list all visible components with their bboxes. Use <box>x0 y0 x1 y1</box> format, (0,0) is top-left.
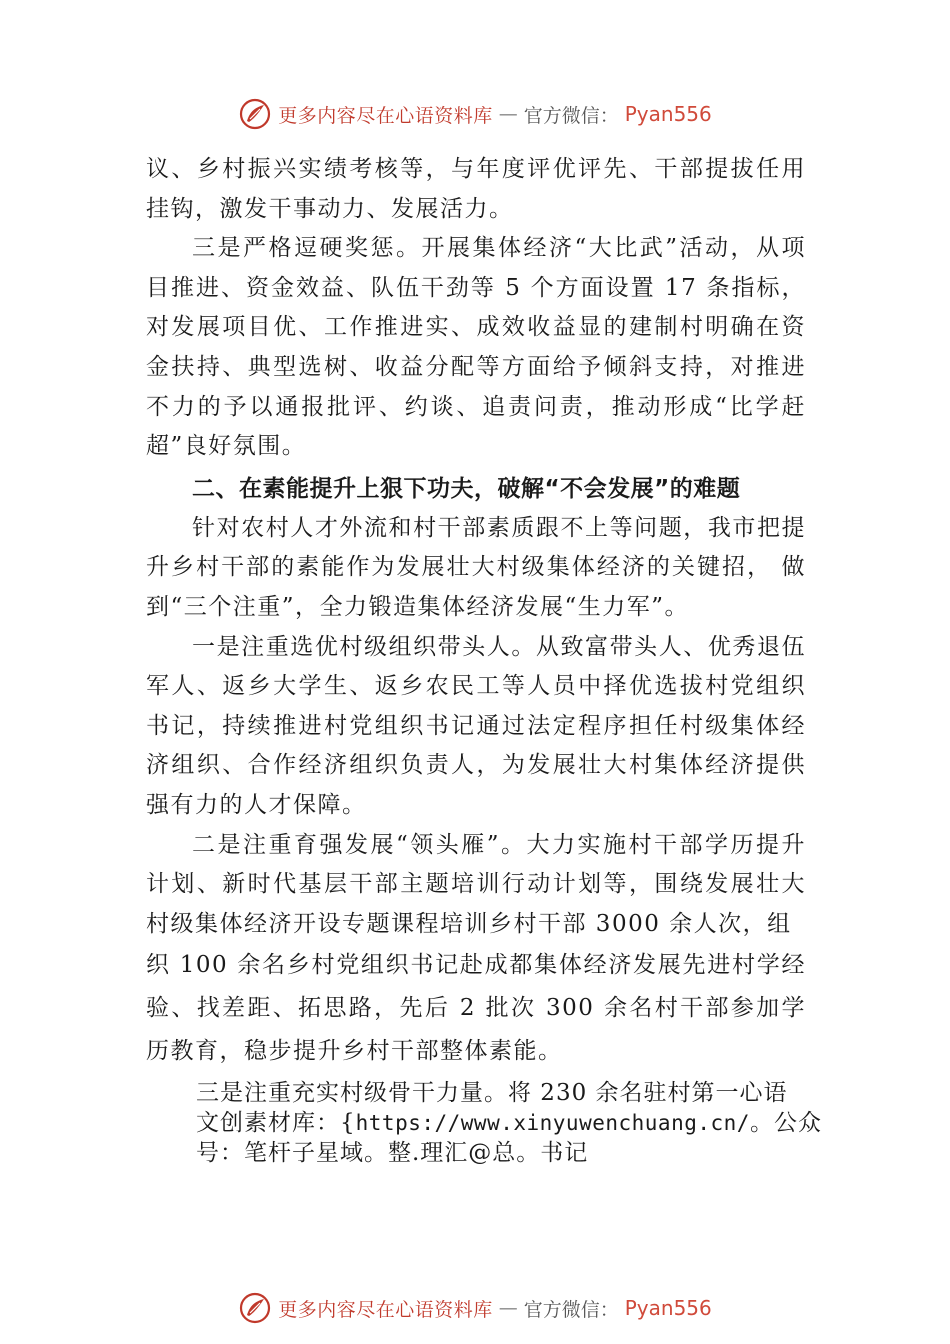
banner-brand-text: 更多内容尽在心语资料库 <box>278 104 493 127</box>
footer-watermark-banner <box>0 1288 950 1328</box>
tail-line-3: 号：笔杆子星域。整.理汇@总。书记 <box>196 1140 589 1166</box>
tail-line-2-prefix: 文创素材库：{ <box>196 1110 356 1136</box>
watermark-url: https://www.xinyuwenchuang.cn/ <box>355 1111 750 1135</box>
banner-dash: — <box>498 1297 518 1319</box>
banner-dash: — <box>498 103 518 125</box>
paragraph-intro-section-2: 针对农村人才外流和村干部素质跟不上等问题，我市把提升乡村干部的素能作为发展壮大村级集体经济的关键招， 做到“三个注重”，全力锻造集体经济发展“生力军”。 <box>146 514 806 620</box>
paragraph-strict-rewards: 三是严格逗硬奖惩。开展集体经济“大比武”活动，从项目推进、资金效益、队伍干劲等 5 个方面设置 17 条指标，对发展项目优、工作推进实、成效收益显的建制村明确在资金扶持、典型选树、收益分配等方面给予倾斜支持，对推进不力的予以通报批评、约谈、追责问责，推动形成“比学赶超”良好氛围。 <box>146 235 806 460</box>
banner-brand-text: 更多内容尽在心语资料库 <box>278 1298 493 1321</box>
banner-wechat-label: 官方微信： <box>523 104 619 127</box>
paragraph-train-leaders-a: 二是注重育强发展“领头雁”。大力实施村干部学历提升计划、新时代基层干部主题培训行动计划等，围绕发展壮大村级集体经济开设专题课程培训乡村干部 3000 余人次，组 <box>146 831 806 937</box>
tail-line-2-suffix: 。公众 <box>749 1110 822 1136</box>
xinyu-logo-icon <box>238 1291 272 1325</box>
xinyu-logo-icon <box>238 97 272 131</box>
paragraph-continued: 议、乡村振兴实绩考核等，与年度评优评先、干部提拔任用挂钩，激发干事动力、发展活力。 <box>146 156 806 222</box>
paragraph-select-leaders: 一是注重选优村级组织带头人。从致富带头人、优秀退伍军人、返乡大学生、返乡农民工等人员中择优选拔村党组织书记，持续推进村党组织书记通过法定程序担任村级集体经济组织、合作经济组织负责人，为发展壮大村集体经济提供强有力的人才保障。 <box>146 633 806 818</box>
document-body <box>146 150 806 1073</box>
header-watermark-banner <box>0 94 950 134</box>
paragraph-train-leaders-b: 织 100 余名乡村党组织书记赴成都集体经济发展先进村学经验、找差距、拓思路，先后 2 批次 300 余名村干部参加学历教育，稳步提升乡村干部整体素能。 <box>146 952 806 1065</box>
watermark-tail-text <box>196 1078 846 1168</box>
banner-wechat-label: 官方微信： <box>523 1298 619 1321</box>
banner-wechat-id: Pyan556 <box>624 1296 712 1320</box>
section-heading-2: 二、在素能提升上狠下功夫，破解“不会发展”的难题 <box>192 475 741 502</box>
tail-line-2 <box>196 1108 846 1138</box>
tail-line-1: 三是注重充实村级骨干力量。将 230 余名驻村第一心语 <box>196 1080 788 1106</box>
banner-wechat-id: Pyan556 <box>624 102 712 126</box>
